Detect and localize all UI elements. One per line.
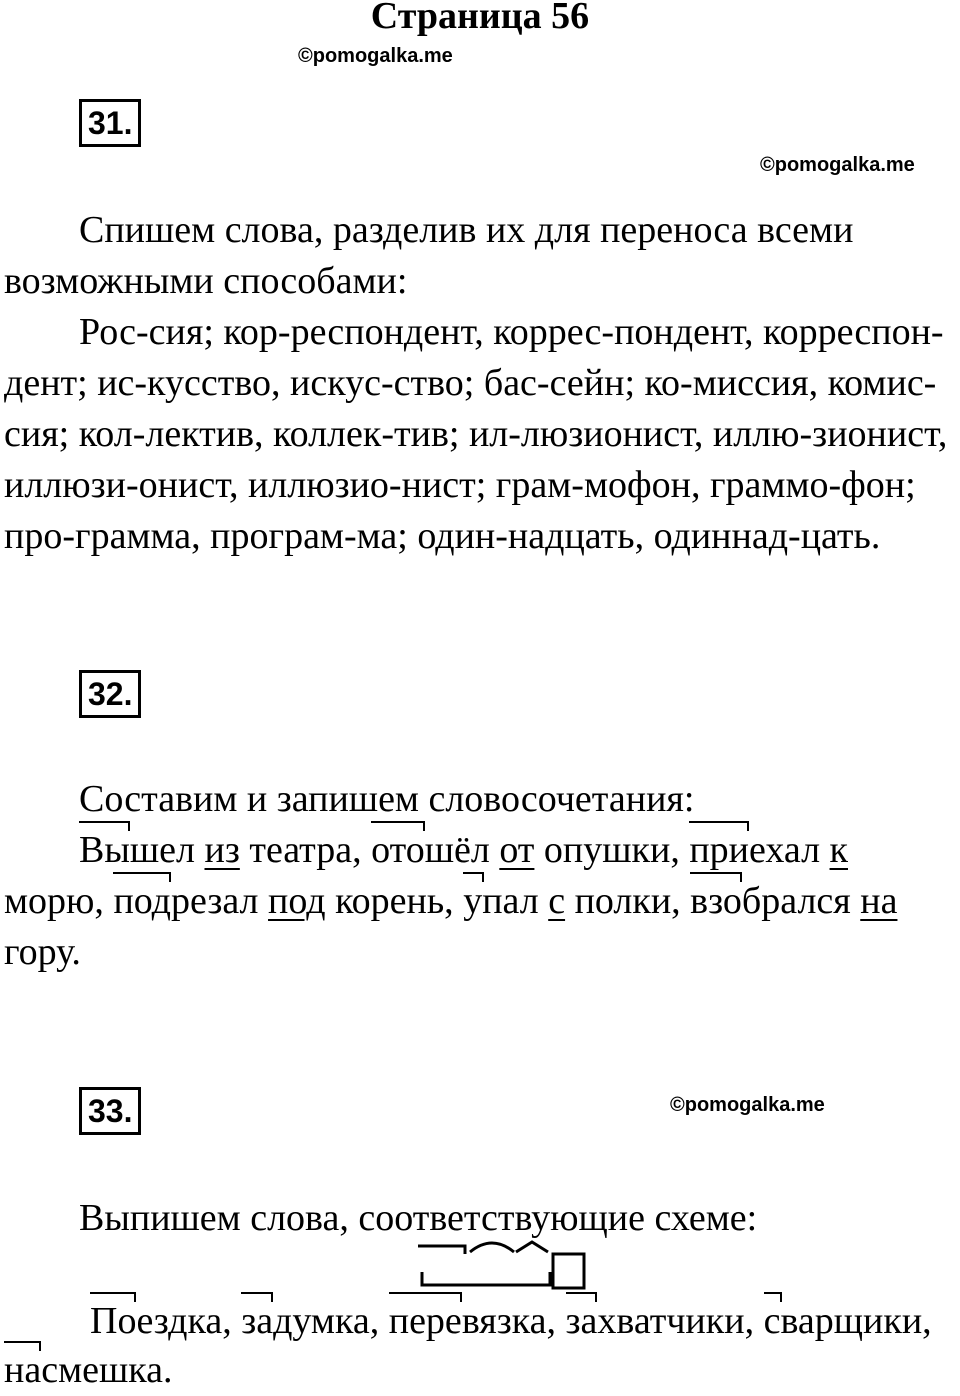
prefix-mark: под: [113, 876, 171, 927]
ex32-intro: Составим и запишем словосочетания:: [79, 778, 695, 820]
word-rest: брался: [741, 880, 861, 922]
word-rest: шёл: [424, 829, 500, 871]
text-segment: морю,: [4, 880, 114, 922]
ex31-line-2: дент; ис-кусство, искус-ство; бас-сейн; ко-миссия, комис-: [4, 362, 937, 404]
ex33-intro: Выпишем слова, соответствующие схеме:: [79, 1197, 758, 1239]
prefix-mark: у: [463, 876, 482, 927]
word-rest: смешка.: [41, 1349, 173, 1391]
word-rest: вязка,: [461, 1300, 566, 1342]
exercise-33-number: 33.: [79, 1087, 141, 1135]
watermark-right: ©pomogalka.me: [760, 154, 915, 176]
exercise-32-number: 32.: [79, 670, 141, 718]
ex31-line-1: Рос-сия; кор-респондент, коррес-пондент, корреспон-: [79, 311, 944, 353]
ex31-line-4: иллюзи-онист, иллюзио-нист; грам-мофон, граммо-фон;: [4, 464, 916, 506]
word-rest: думка,: [273, 1300, 389, 1342]
prefix-mark: при: [689, 825, 749, 876]
exercise-31-number: 31.: [79, 99, 141, 147]
text-segment: корень,: [325, 880, 464, 922]
ex31-intro: Спишем слова, разделив их для переноса всеми: [79, 209, 854, 251]
ex31-line-5: про-грамма, програм-ма; один-надцать, одиннад-цать.: [4, 515, 881, 557]
ex33-words-line-1: [90, 1296, 932, 1347]
word-rest: ехал: [749, 829, 830, 871]
ex32-line-2: [4, 876, 897, 927]
word-rest: резал: [171, 880, 269, 922]
ex31-intro-2: возможными способами:: [4, 260, 408, 302]
preposition: под: [268, 880, 326, 922]
prefix-mark: Вы: [79, 825, 130, 876]
text-segment: полки,: [565, 880, 691, 922]
ex32-line-3: гору.: [4, 931, 81, 973]
preposition: к: [829, 829, 848, 871]
page-title: Страница 56: [370, 0, 590, 37]
preposition: из: [204, 829, 240, 871]
prefix-mark: взо: [690, 876, 742, 927]
word-rest: пал: [482, 880, 549, 922]
watermark-top: ©pomogalka.me: [298, 45, 453, 67]
watermark-mid: ©pomogalka.me: [670, 1094, 825, 1116]
word-structure-scheme-icon: [410, 1236, 600, 1296]
ex31-line-3: сия; кол-лектив, коллек-тив; ил-люзионист, иллю-зионист,: [4, 413, 948, 455]
word-rest: шел: [129, 829, 205, 871]
prefix-mark: за: [241, 1296, 273, 1347]
ex33-words-line-2: [4, 1345, 173, 1396]
ex32-line-1: [79, 825, 848, 876]
prefix-mark: на: [4, 1345, 41, 1396]
word-rest: ездка,: [136, 1300, 242, 1342]
text-segment: опушки,: [534, 829, 690, 871]
prefix-mark: за: [566, 1296, 598, 1347]
preposition: на: [860, 880, 898, 922]
prefix-mark: ото: [371, 825, 425, 876]
prefix-mark: пере: [389, 1296, 462, 1347]
preposition: с: [548, 880, 566, 922]
word-rest: хватчики,: [597, 1300, 764, 1342]
prefix-mark: с: [764, 1296, 781, 1347]
preposition: от: [499, 829, 535, 871]
prefix-mark: По: [90, 1296, 136, 1347]
word-rest: варщики,: [780, 1300, 932, 1342]
text-segment: театра,: [239, 829, 372, 871]
